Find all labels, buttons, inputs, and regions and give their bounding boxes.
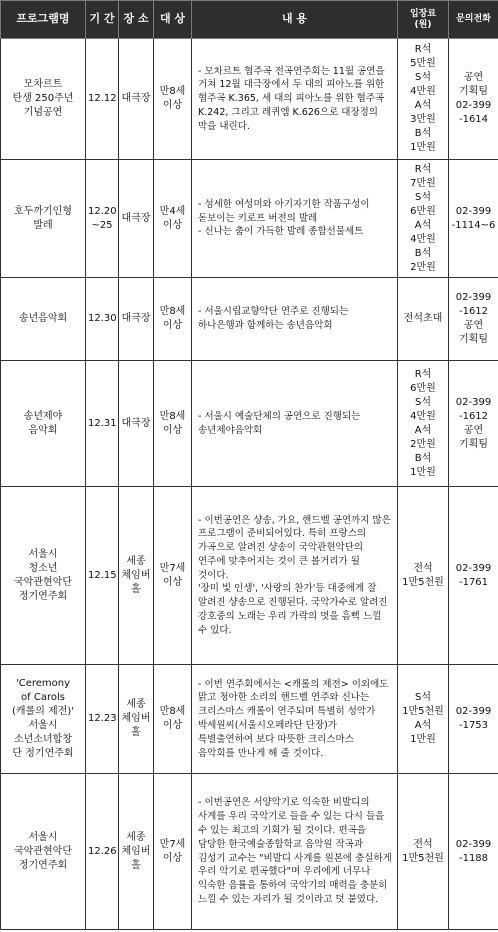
text-line: 12.30 xyxy=(88,313,117,324)
text-line: R석 xyxy=(414,44,432,55)
text-line: 송년제야 xyxy=(23,410,63,422)
cell-venue xyxy=(119,774,154,930)
text-line: 세종 xyxy=(126,699,146,710)
text-line: 6만원 xyxy=(410,382,436,394)
text-line: 소년소녀합창 xyxy=(14,734,72,745)
cell-price xyxy=(398,665,449,774)
cell-period xyxy=(86,278,119,361)
target-text xyxy=(156,305,189,333)
content-paragraph: - 모차르트 협주곡 전곡연주회는 11월 공연을 거쳐 12월 대극장에서 두 대의 피아노를 위한 협주곡 K.365, 세 대의 피아노를 위한 협주곡 K.242, 그리고 레퀴엠 K.626으로 대장정의 막을 내린다. xyxy=(198,65,385,132)
text-line: S석 xyxy=(414,692,431,703)
header-program: 프로그램명 xyxy=(1,1,86,39)
cell-program xyxy=(1,774,86,930)
text-line: R석 xyxy=(414,368,432,380)
cell-venue xyxy=(119,39,154,160)
cell-target xyxy=(154,278,192,361)
cell-target xyxy=(154,774,192,930)
price-text xyxy=(400,163,446,275)
text-line: 이상 xyxy=(162,219,183,231)
cell-inquiry xyxy=(449,665,498,774)
period-text xyxy=(88,92,116,106)
text-line: -1114~6 xyxy=(451,219,496,231)
content-paragraph: - 서울시립교향악단 연주로 진행되는 하나은행과 함께하는 송년음악회 xyxy=(198,306,349,331)
text-line: B석 xyxy=(414,128,432,139)
cell-program xyxy=(1,487,86,665)
text-line: 4만원 xyxy=(410,86,436,97)
cell-venue xyxy=(119,361,154,487)
period-text xyxy=(88,569,116,583)
text-line: 발레 xyxy=(33,219,53,231)
cell-price xyxy=(398,361,449,487)
cell-program xyxy=(1,361,86,487)
cell-period xyxy=(86,361,119,487)
venue-text xyxy=(121,831,151,873)
text-line: 기념공연 xyxy=(23,107,63,118)
text-line: 02-399 xyxy=(455,838,492,850)
text-line: 5만원 xyxy=(410,58,436,69)
text-line: 02-399 xyxy=(455,396,492,408)
text-line: 1만원 xyxy=(410,734,436,745)
text-line: 호두까기인형 xyxy=(14,205,72,217)
content-paragraph: - 서울시 예술단체의 공연으로 진행되는 송년제야음악회 xyxy=(198,410,361,436)
text-line: 전석 xyxy=(413,562,433,574)
text-line: 전석 xyxy=(413,838,433,850)
cell-content xyxy=(192,39,398,160)
text-line: 대극장 xyxy=(121,93,151,104)
cell-price xyxy=(398,774,449,930)
header-period: 기 간 xyxy=(86,1,119,39)
target-text xyxy=(156,410,189,438)
text-line: 4만원 xyxy=(410,233,436,245)
content-paragraph: - 섬세한 여성미와 아기자기한 작품구성이 돋보이는 키로프 버전의 발레 xyxy=(198,198,370,224)
text-line: 1만원 xyxy=(410,142,436,153)
venue-text xyxy=(121,312,151,326)
cell-program xyxy=(1,39,86,160)
cell-period xyxy=(86,160,119,278)
text-line: 02-399 xyxy=(455,292,492,303)
cell-content xyxy=(192,487,398,665)
text-line: 만8세 xyxy=(159,706,186,717)
cell-inquiry xyxy=(449,487,498,665)
header-content: 내 용 xyxy=(192,1,398,39)
text-line: 청소년 xyxy=(28,562,58,574)
text-line: 만4세 xyxy=(159,205,186,217)
price-text xyxy=(400,562,446,590)
text-line: of Carols xyxy=(21,692,65,703)
program-text xyxy=(3,831,83,873)
text-line: 체임버 xyxy=(121,569,151,581)
cell-program xyxy=(1,278,86,361)
text-line: -1612 xyxy=(458,410,489,422)
text-line: 기획팀 xyxy=(459,334,488,345)
text-line: 홀 xyxy=(131,859,141,871)
period-text xyxy=(88,712,116,726)
text-line: A석 xyxy=(414,424,432,436)
text-line: -1761 xyxy=(458,576,489,588)
text-line: 서울시 xyxy=(28,720,58,731)
text-line: 이상 xyxy=(162,100,183,111)
text-line: 4만원 xyxy=(410,410,436,422)
cell-venue xyxy=(119,487,154,665)
text-line: 12.26 xyxy=(88,845,117,857)
text-line: 만8세 xyxy=(159,306,186,317)
text-line: 만7세 xyxy=(159,838,186,850)
text-line: 정기연주회 xyxy=(18,859,68,871)
price-text xyxy=(400,838,446,866)
content-paragraph: - 이번 연주회에서는 <캐롤의 제전> 이외에도 맑고 청아한 소리의 핸드벨 연주와 신나는 크리스마스 캐롤이 연주되며 특별히 성악가 박세원씨(서울시오페라단 단장)가 특별출연하여 보다 따뜻한 크리스마스 음악회를 만나게 해 줄 것이다. xyxy=(198,678,389,759)
text-line: 7만원 xyxy=(410,177,436,189)
cell-inquiry xyxy=(449,278,498,361)
cell-content xyxy=(192,278,398,361)
cell-venue xyxy=(119,665,154,774)
text-line: A석 xyxy=(414,720,432,731)
text-line: A석 xyxy=(414,219,432,231)
inquiry-text xyxy=(451,838,496,866)
cell-program xyxy=(1,665,86,774)
program-text xyxy=(3,410,83,438)
text-line: 세종 xyxy=(126,555,146,567)
text-line: 02-399 xyxy=(455,100,492,111)
target-text xyxy=(156,705,189,733)
text-line: S석 xyxy=(414,72,431,83)
cell-inquiry xyxy=(449,361,498,487)
text-line: 이상 xyxy=(162,720,183,731)
text-line: 6만원 xyxy=(410,205,436,217)
cell-target xyxy=(154,361,192,487)
cell-price xyxy=(398,39,449,160)
text-line: 정기연주회 xyxy=(18,590,68,602)
text-line: 3만원 xyxy=(410,114,436,125)
cell-price xyxy=(398,278,449,361)
text-line: 12.12 xyxy=(88,93,117,104)
cell-target xyxy=(154,487,192,665)
program-text xyxy=(3,205,83,233)
program-text xyxy=(3,548,83,604)
price-text xyxy=(400,312,446,326)
venue-text xyxy=(121,417,151,431)
content-paragraph: - 이번공연은 샹송, 가요, 핸드벨 공연까지 많은 프로그램이 준비되어있다. 특히 프랑스의 가곡으로 알려진 샹송이 국악관현악단의 연주에 맞추어지는 것이 큰 볼거리가 될 것이다. xyxy=(198,514,391,581)
cell-period xyxy=(86,487,119,665)
text-line: B석 xyxy=(414,452,432,464)
period-text xyxy=(88,845,116,859)
text-line: B석 xyxy=(414,247,432,259)
cell-price xyxy=(398,160,449,278)
text-line: 이상 xyxy=(162,852,183,864)
content-paragraph: - 신나는 춤이 가득한 발레 종합선물세트 xyxy=(198,226,364,238)
header-venue: 장 소 xyxy=(119,1,154,39)
table-row xyxy=(1,160,498,278)
header-target: 대 상 xyxy=(154,1,192,39)
text-line: 기획팀 xyxy=(459,438,488,450)
cell-content xyxy=(192,774,398,930)
cell-period xyxy=(86,39,119,160)
venue-text xyxy=(121,555,151,597)
text-line: 탄생 250주년 xyxy=(12,93,74,104)
text-line: 세종 xyxy=(126,831,146,843)
text-line: 송년음악회 xyxy=(18,313,68,324)
price-text xyxy=(400,368,446,480)
text-line: 02-399 xyxy=(455,562,492,574)
cell-period xyxy=(86,665,119,774)
text-line: 국악관현악단 xyxy=(14,845,72,857)
venue-text xyxy=(121,92,151,106)
cell-price xyxy=(398,487,449,665)
target-text xyxy=(156,562,189,590)
table-row xyxy=(1,487,498,665)
program-text xyxy=(3,78,83,120)
cell-venue xyxy=(119,278,154,361)
target-text xyxy=(156,85,189,113)
text-line: 체임버 xyxy=(121,713,151,724)
text-line: 12.31 xyxy=(88,417,117,429)
program-text xyxy=(3,312,83,326)
text-line: 전석초대 xyxy=(403,313,443,324)
text-line: 공연 xyxy=(463,320,484,331)
text-line: 이상 xyxy=(162,424,183,436)
table-row xyxy=(1,39,498,160)
table-row xyxy=(1,278,498,361)
table-row xyxy=(1,361,498,487)
period-text xyxy=(88,205,116,233)
header-row xyxy=(1,1,498,39)
text-line: 대극장 xyxy=(121,313,151,324)
text-line: 02-399 xyxy=(455,706,492,717)
inquiry-text xyxy=(451,396,496,452)
cell-inquiry xyxy=(449,160,498,278)
text-line: 홀 xyxy=(131,727,141,738)
inquiry-text xyxy=(451,562,496,590)
target-text xyxy=(156,205,189,233)
text-line: 2만원 xyxy=(410,438,436,450)
text-line: 만8세 xyxy=(159,86,186,97)
text-line: S석 xyxy=(414,191,431,203)
period-text xyxy=(88,312,116,326)
text-line: 만8세 xyxy=(159,410,186,422)
text-line: 서울시 xyxy=(28,831,58,843)
header-price: 입장료 (원) xyxy=(398,1,449,39)
table-row xyxy=(1,665,498,774)
cell-period xyxy=(86,774,119,930)
inquiry-text xyxy=(451,71,496,127)
text-line: 1만5천원 xyxy=(402,852,444,864)
content-paragraph: '장미 빛 인생', '사랑의 찬가'등 대중에게 잘 알려진 샹송으로 진행된다. 국악가수로 알려진 강호중의 노래는 우리 가락의 멋을 흠뻑 느낄 수 있다. xyxy=(198,583,388,636)
text-line: 대극장 xyxy=(121,212,151,224)
text-line: 국악관현악단 xyxy=(14,576,72,588)
text-line: 1만원 xyxy=(410,466,436,478)
period-text xyxy=(88,417,116,431)
cell-venue xyxy=(119,160,154,278)
program-text xyxy=(3,677,83,761)
table-row xyxy=(1,774,498,930)
cell-inquiry xyxy=(449,39,498,160)
text-line: 체임버 xyxy=(121,845,151,857)
text-line: 서울시 xyxy=(28,548,58,560)
cell-target xyxy=(154,665,192,774)
text-line: 대극장 xyxy=(121,417,151,429)
text-line: 기획팀 xyxy=(459,86,488,97)
text-line: 02-399 xyxy=(455,205,492,217)
text-line: 이상 xyxy=(162,576,183,588)
price-text xyxy=(400,691,446,747)
cell-program xyxy=(1,160,86,278)
text-line: 2만원 xyxy=(410,261,436,273)
text-line: 단 정기연주회 xyxy=(12,748,74,759)
text-line: 1만5천원 xyxy=(402,706,444,717)
text-line: 12.23 xyxy=(88,713,117,724)
text-line: 음악회 xyxy=(28,424,58,436)
text-line: (캐롤의 제전)' xyxy=(11,706,75,717)
text-line: 만7세 xyxy=(159,562,186,574)
cell-content xyxy=(192,361,398,487)
cell-target xyxy=(154,39,192,160)
content-paragraph: - 이번공연은 서양악기로 익숙한 비발디의 사계를 우리 국악기로 들을 수 있는 다시 들을 수 있는 최고의 기회가 될 것이다. 편곡을 담당한 한국예술종합학교 음악원 작곡과 김성기 교수는 "비발디 사계를 원본에 충실하게 우리 악기로 편곡했다"며 우리에게 너무나 익숙한 음률을 통하여 국악기의 매력을 충분히 느낄 수 있는 자리가 될 것이라고 덧 붙였다. xyxy=(198,797,392,905)
text-line: 1만5천원 xyxy=(402,576,444,588)
text-line: 12.15 xyxy=(88,569,117,581)
cell-inquiry xyxy=(449,774,498,930)
header-inquiry: 문의전화 xyxy=(449,1,498,39)
cell-target xyxy=(154,160,192,278)
text-line: 모차르트 xyxy=(23,79,63,90)
text-line: S석 xyxy=(414,396,431,408)
text-line: -1614 xyxy=(458,114,489,125)
text-line: -1612 xyxy=(458,306,489,317)
text-line: -1188 xyxy=(458,852,489,864)
text-line: ~25 xyxy=(91,219,113,231)
cell-content xyxy=(192,160,398,278)
inquiry-text xyxy=(451,291,496,347)
target-text xyxy=(156,838,189,866)
text-line: 공연 xyxy=(463,424,484,436)
text-line: R석 xyxy=(414,163,432,175)
inquiry-text xyxy=(451,205,496,233)
inquiry-text xyxy=(451,705,496,733)
text-line: 'Ceremony xyxy=(15,678,71,689)
text-line: 공연 xyxy=(463,72,484,83)
price-text xyxy=(400,43,446,155)
text-line: A석 xyxy=(414,100,432,111)
venue-text xyxy=(121,698,151,740)
text-line: 홀 xyxy=(131,583,141,595)
text-line: 12.20 xyxy=(88,205,117,217)
venue-text xyxy=(121,212,151,226)
cell-content xyxy=(192,665,398,774)
text-line: -1753 xyxy=(458,720,489,731)
text-line: 이상 xyxy=(162,320,183,331)
